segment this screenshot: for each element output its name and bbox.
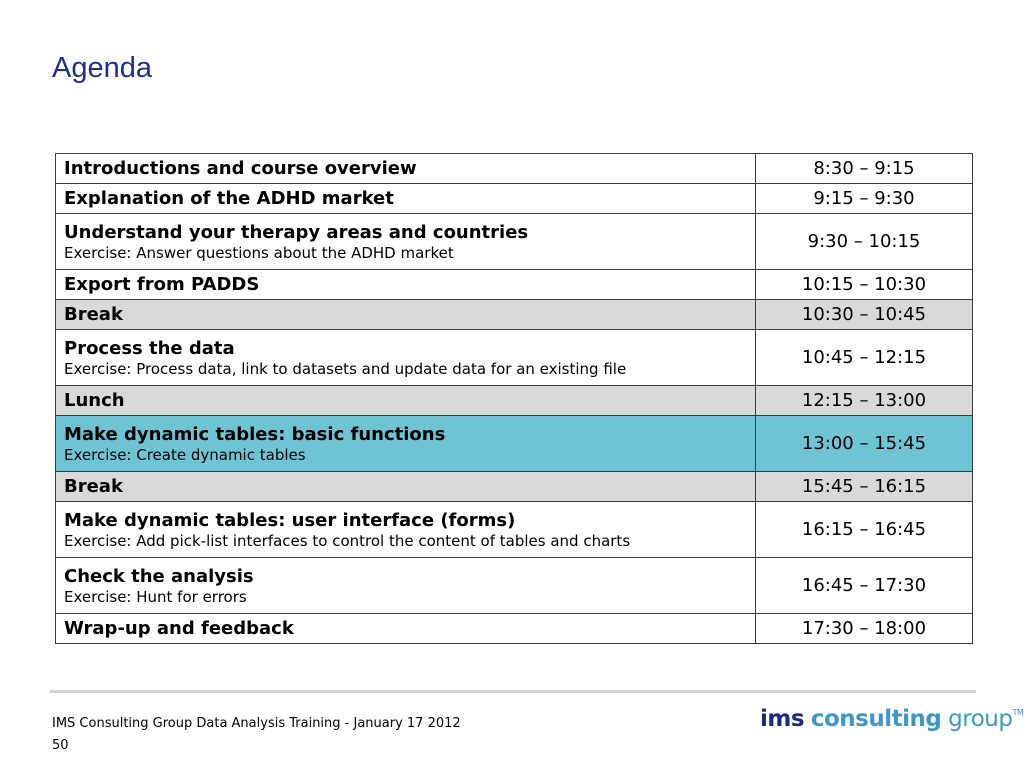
agenda-item-cell	[56, 270, 756, 300]
agenda-item-cell	[56, 386, 756, 416]
agenda-row	[56, 214, 973, 270]
agenda-row	[56, 300, 973, 330]
agenda-table	[55, 153, 973, 644]
company-logo	[760, 706, 1023, 732]
agenda-time-cell: 16:15 – 16:45	[756, 502, 973, 558]
agenda-item-cell	[56, 300, 756, 330]
agenda-time-cell: 15:45 – 16:15	[756, 472, 973, 502]
agenda-item-cell	[56, 614, 756, 644]
agenda-item-cell	[56, 416, 756, 472]
agenda-time-cell: 9:15 – 9:30	[756, 184, 973, 214]
agenda-row	[56, 184, 973, 214]
agenda-time-cell: 10:15 – 10:30	[756, 270, 973, 300]
agenda-item-title: Make dynamic tables: basic functions	[64, 423, 446, 445]
agenda-item-exercise: Exercise: Add pick-list interfaces to control the content of tables and charts	[64, 531, 631, 550]
agenda-item-title: Introductions and course overview	[64, 157, 417, 179]
agenda-item-cell	[56, 214, 756, 270]
logo-consulting: consulting	[810, 706, 942, 732]
footer-divider	[50, 690, 976, 693]
agenda-item-title: Process the data	[64, 337, 235, 359]
agenda-time-cell: 9:30 – 10:15	[756, 214, 973, 270]
page-title: Agenda	[52, 52, 152, 84]
agenda-item-cell	[56, 472, 756, 502]
logo-group: group	[948, 706, 1013, 732]
logo-trademark: TM	[1012, 708, 1024, 717]
page-number: 50	[52, 738, 69, 753]
agenda-item-exercise: Exercise: Create dynamic tables	[64, 445, 306, 464]
agenda-item-exercise: Exercise: Hunt for errors	[64, 587, 247, 606]
agenda-item-cell	[56, 502, 756, 558]
agenda-time-cell: 10:30 – 10:45	[756, 300, 973, 330]
agenda-time-cell: 16:45 – 17:30	[756, 558, 973, 614]
agenda-table-body	[56, 154, 973, 644]
agenda-row	[56, 416, 973, 472]
agenda-time-cell: 13:00 – 15:45	[756, 416, 973, 472]
agenda-item-title: Wrap-up and feedback	[64, 617, 294, 639]
agenda-row	[56, 558, 973, 614]
agenda-item-title: Break	[64, 475, 123, 497]
agenda-item-exercise: Exercise: Process data, link to datasets and update data for an existing file	[64, 359, 627, 378]
agenda-item-exercise: Exercise: Answer questions about the ADHD market	[64, 243, 454, 262]
agenda-time-cell: 17:30 – 18:00	[756, 614, 973, 644]
logo-ims: ims	[760, 706, 805, 732]
agenda-time-cell: 10:45 – 12:15	[756, 330, 973, 386]
agenda-row	[56, 270, 973, 300]
agenda-row	[56, 472, 973, 502]
agenda-row	[56, 330, 973, 386]
agenda-time-cell: 12:15 – 13:00	[756, 386, 973, 416]
agenda-row	[56, 386, 973, 416]
agenda-item-cell	[56, 154, 756, 184]
footer-text: IMS Consulting Group Data Analysis Training - January 17 2012	[52, 716, 461, 731]
agenda-item-title: Break	[64, 303, 123, 325]
agenda-item-cell	[56, 558, 756, 614]
agenda-item-title: Explanation of the ADHD market	[64, 187, 394, 209]
agenda-row	[56, 614, 973, 644]
agenda-row	[56, 154, 973, 184]
agenda-row	[56, 502, 973, 558]
agenda-item-title: Export from PADDS	[64, 273, 260, 295]
agenda-item-cell	[56, 330, 756, 386]
agenda-item-title: Check the analysis	[64, 565, 254, 587]
agenda-item-title: Understand your therapy areas and countries	[64, 221, 529, 243]
agenda-item-title: Lunch	[64, 389, 125, 411]
agenda-time-cell: 8:30 – 9:15	[756, 154, 973, 184]
agenda-item-cell	[56, 184, 756, 214]
agenda-item-title: Make dynamic tables: user interface (forms)	[64, 509, 516, 531]
